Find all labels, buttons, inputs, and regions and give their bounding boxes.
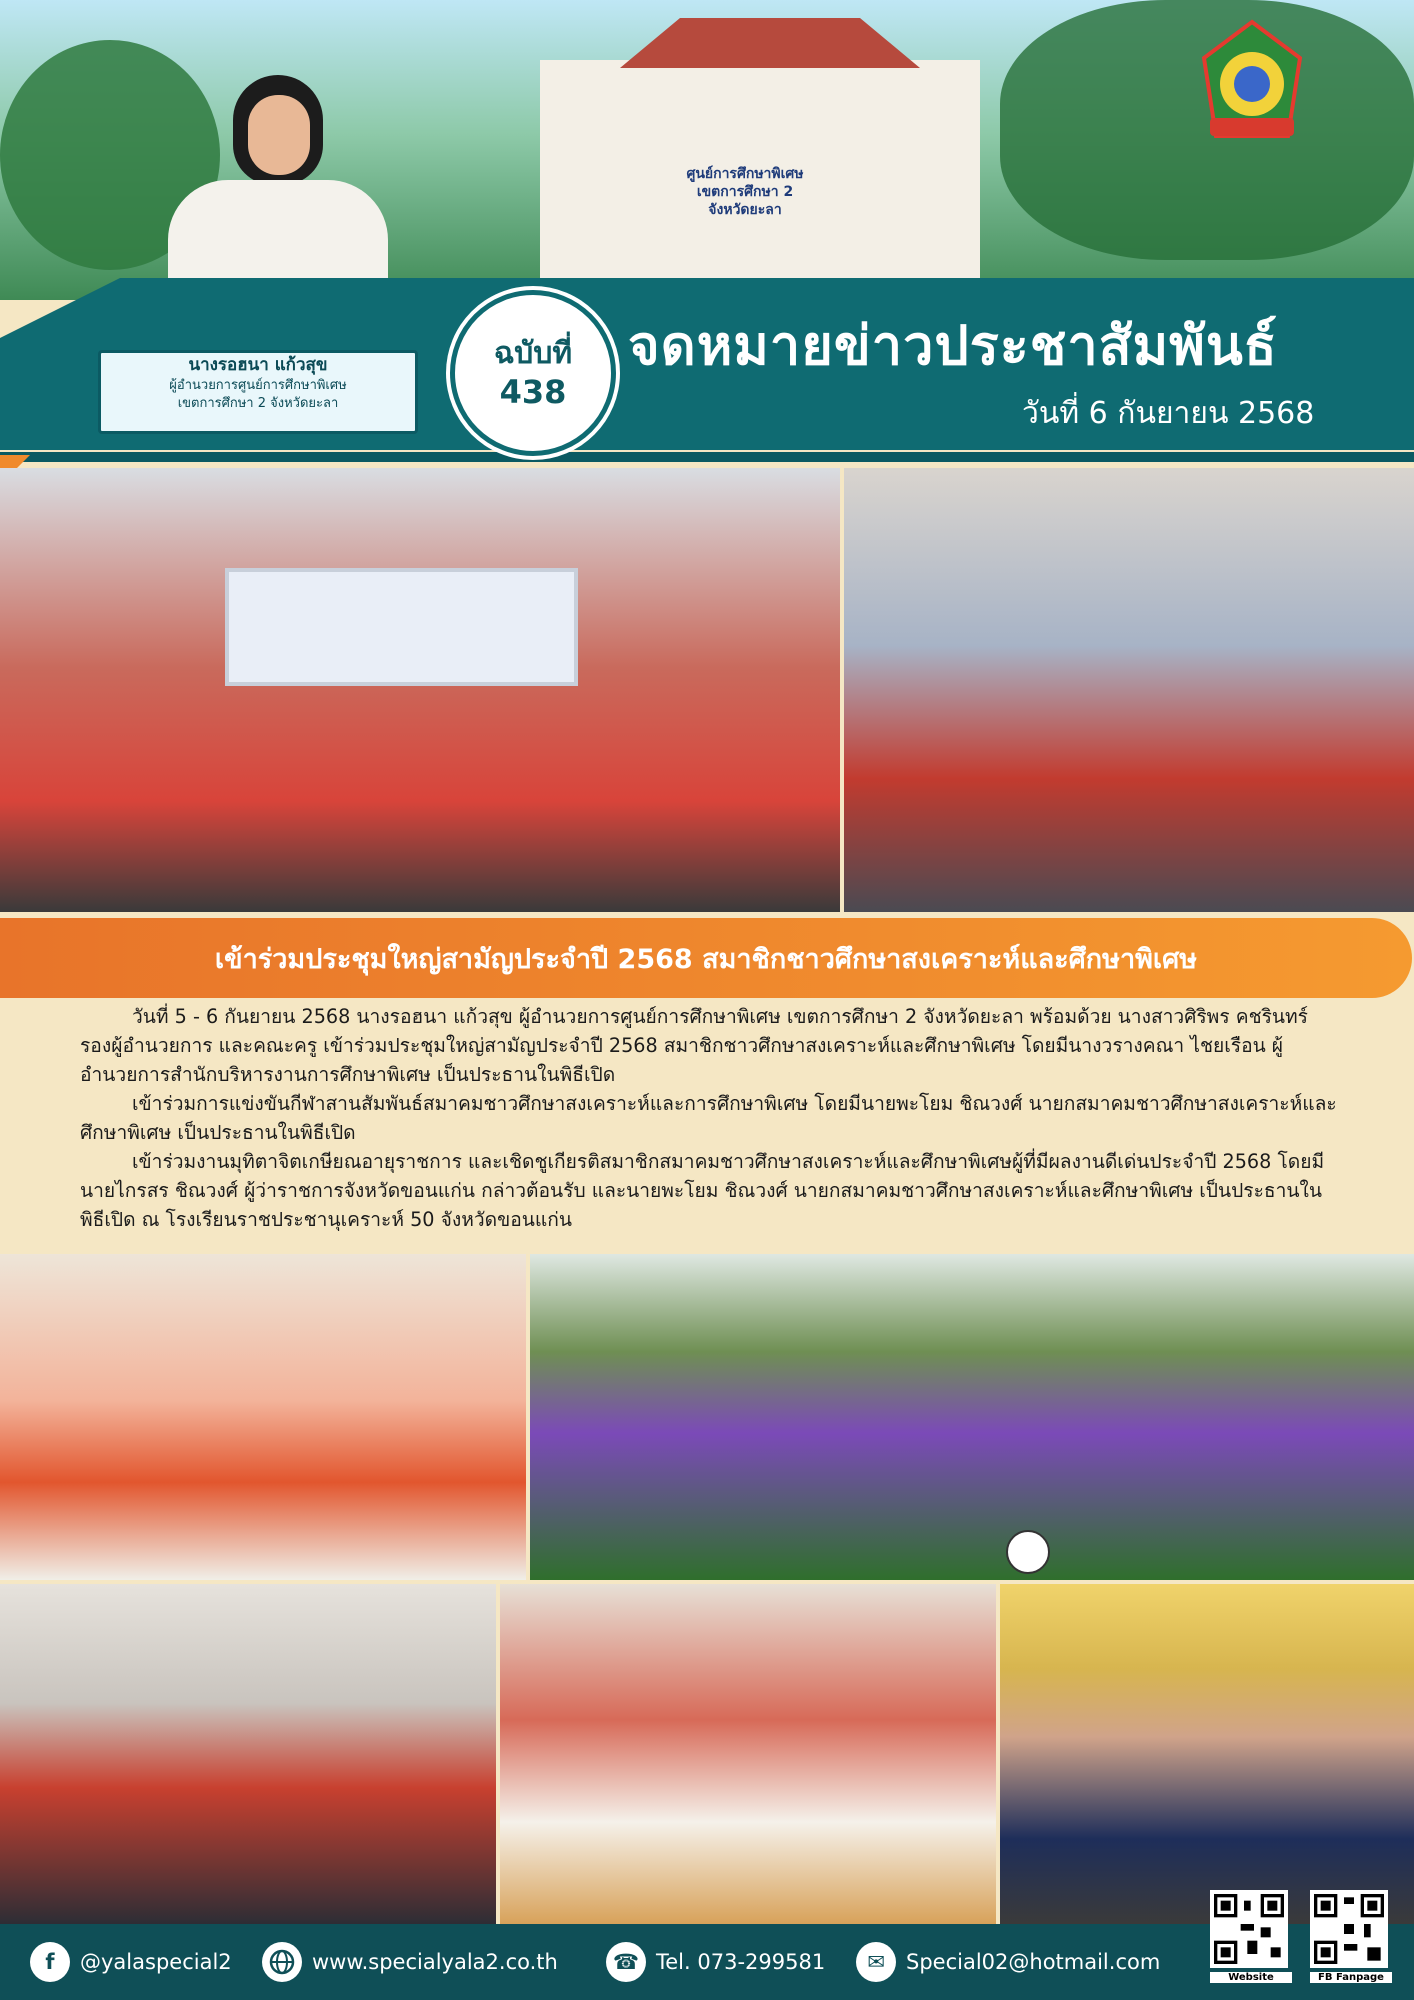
issue-number: 438	[499, 373, 567, 411]
photo-group-banner	[0, 468, 840, 912]
photo-dinner-table	[500, 1584, 996, 1924]
director-area: เขตการศึกษา 2 จังหวัดยะลา	[177, 396, 339, 411]
globe-icon	[262, 1942, 302, 1982]
photo-presentation	[0, 1584, 496, 1924]
photo-sport-team	[530, 1254, 1414, 1580]
director-name-card	[98, 350, 418, 434]
mail-icon: ✉	[856, 1942, 896, 1982]
article-paragraph: เข้าร่วมงานมุทิตาจิตเกษียณอายุราชการ และเชิดชูเกียรติสมาชิกสมาคมชาวศึกษาสงเคราะห์และศึกษาพิเศษผู้ที่มีผลงานดีเด่นประจำปี 2568 โดยมีนายไกรสร ชิณวงศ์ ผู้ว่าราชการจังหวัดขอนแก่น กล่าวต้อนรับ และนายพะโยม ชิณวงศ์ นายกสมาคมชาวศึกษาสงเคราะห์และศึกษาพิเศษ เป็นประธานในพิธีเปิด ณ โรงเรียนราชประชานุเคราะห์ 50 จังหวัดขอนแก่น	[80, 1150, 1325, 1231]
photo-three-ladies	[0, 1254, 526, 1580]
director-name: นางรอฮนา แก้วสุข	[188, 355, 328, 375]
qr-code-icon	[1210, 1890, 1288, 1968]
article-body	[80, 1002, 1340, 1242]
article-paragraph: วันที่ 5 - 6 กันยายน 2568 นางรอฮนา แก้วสุข ผู้อำนวยการศูนย์การศึกษาพิเศษ เขตการศึกษา 2 จังหวัดยะลา พร้อมด้วย นางสาวศิริพร คชรินทร์ รองผู้อำนวยการ และคณะครู เข้าร่วมประชุมใหญ่สามัญประจำปี 2568 สมาชิกชาวศึกษาสงเคราะห์และศึกษาพิเศษ โดยมีนางวรางคณา ไชยเรือน ผู้อำนวยการสำนักบริหารงานการศึกษาพิเศษ เป็นประธานในพิธีเปิด	[80, 1005, 1308, 1086]
photo-vip-group	[844, 468, 1414, 912]
email-link[interactable]	[856, 1942, 1160, 1982]
facebook-icon: f	[30, 1942, 70, 1982]
phone-number: Tel. 073-299581	[656, 1950, 826, 1974]
office-logo	[1188, 18, 1316, 148]
qr-website-label: Website	[1210, 1972, 1292, 1983]
photo-four-people	[1000, 1584, 1414, 1924]
issue-label: ฉบับที่	[493, 336, 573, 371]
issue-badge	[450, 290, 616, 456]
phone-icon: ☎	[606, 1942, 646, 1982]
phone-link[interactable]	[606, 1942, 825, 1982]
soccer-ball	[1006, 1530, 1050, 1574]
qr-website[interactable]	[1210, 1890, 1292, 1983]
website-link[interactable]	[262, 1942, 558, 1982]
qr-code-icon	[1310, 1890, 1388, 1968]
school-roof	[620, 18, 920, 68]
email-address: Special02@hotmail.com	[906, 1950, 1161, 1974]
qr-fb-label: FB Fanpage	[1310, 1972, 1392, 1983]
event-banner	[225, 568, 578, 686]
newsletter-title: จดหมายข่าวประชาสัมพันธ์	[628, 314, 1278, 377]
article-headline: เข้าร่วมประชุมใหญ่สามัญประจำปี 2568 สมาชิกชาวศึกษาสงเคราะห์และศึกษาพิเศษ	[0, 918, 1412, 998]
website-url: www.specialyala2.co.th	[312, 1950, 558, 1974]
facebook-handle: @yalaspecial2	[80, 1950, 232, 1974]
qr-fb-fanpage[interactable]	[1310, 1890, 1392, 1983]
article-paragraph: เข้าร่วมการแข่งขันกีฬาสานสัมพันธ์สมาคมชาวศึกษาสงเคราะห์และการศึกษาพิเศษ โดยมีนายพะโยม ชิณวงศ์ นายกสมาคมชาวศึกษาสงเคราะห์และศึกษาพิเศษ เป็นประธานในพิธีเปิด	[80, 1092, 1337, 1144]
newsletter-date: วันที่ 6 กันยายน 2568	[1022, 396, 1315, 431]
header-band-stripe	[0, 452, 1414, 462]
facebook-link[interactable]	[30, 1942, 232, 1982]
building-sign: ศูนย์การศึกษาพิเศษ เขตการศึกษา 2 จังหวัดยะลา	[686, 166, 804, 218]
director-role: ผู้อำนวยการศูนย์การศึกษาพิเศษ	[169, 378, 347, 393]
